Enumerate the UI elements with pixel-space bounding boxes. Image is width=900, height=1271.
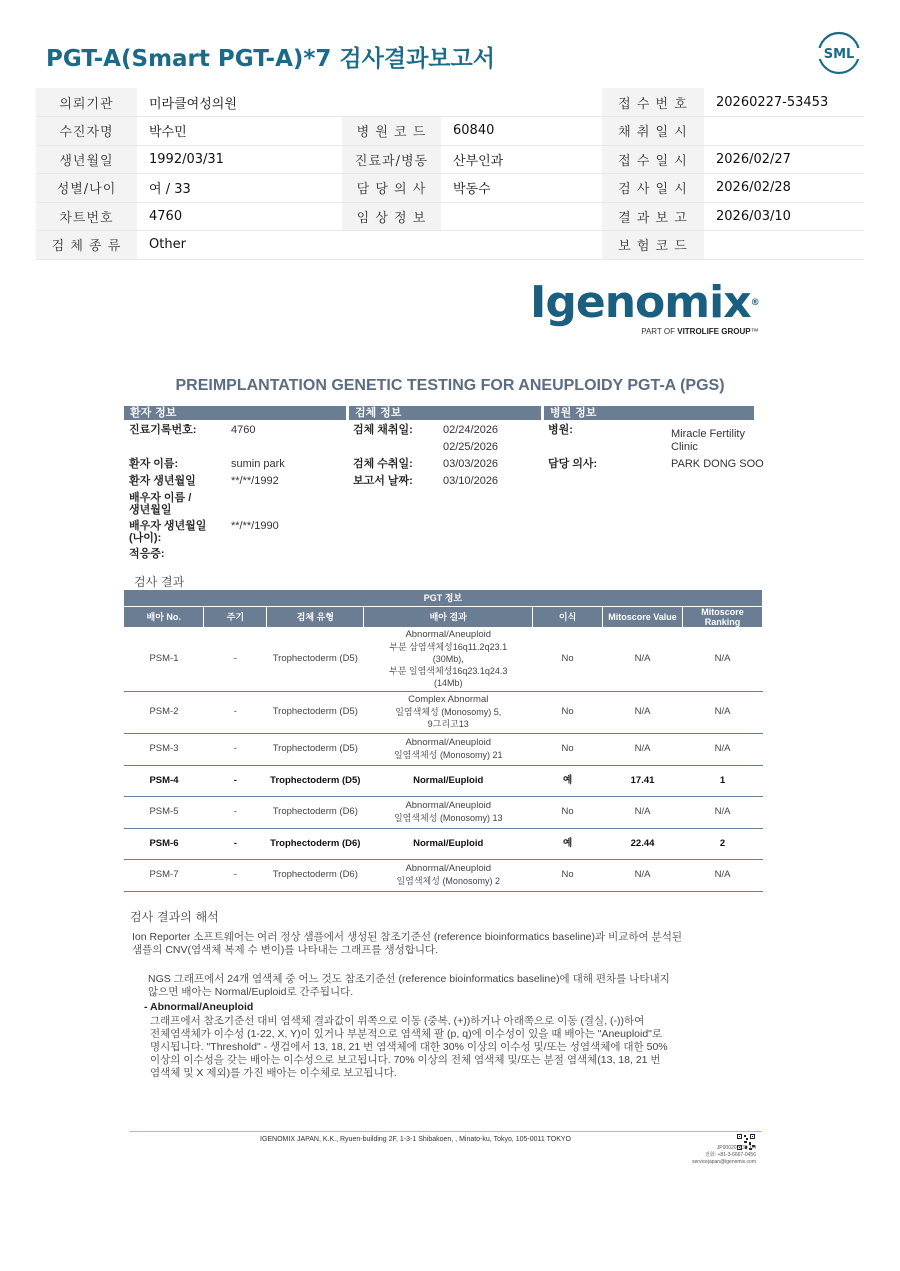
spouse-dob-label-2: (나이): (129, 532, 162, 544)
patient-dob-label: 환자 생년월일 (129, 475, 196, 487)
cell-value: N/A (603, 796, 683, 828)
column-header: 검체 유형 (267, 606, 364, 627)
interp-p2-line1: NGS 그래프에서 24개 염색체 중 어느 것도 참조기준선 (reference bioinformatics baseline)에 대해 편차를 나타내지 (148, 973, 670, 985)
column-header: 이식 (533, 606, 603, 627)
footer-phone: 전화: +81-3-6667-0456 (705, 1152, 756, 1158)
cell-cycle: - (204, 765, 267, 796)
footer-divider (130, 1131, 762, 1132)
igenomix-brand: Igenomix (530, 277, 751, 328)
footer-contact (668, 1145, 756, 1166)
cell-result (364, 796, 533, 828)
cell-ranking: N/A (683, 691, 763, 733)
result-detail: (14Mb) (433, 677, 463, 688)
pgt-group-header: PGT 정보 (124, 590, 763, 606)
info-value: 2026/02/27 (704, 145, 864, 174)
info-row (36, 174, 864, 203)
patient-name-label: 환자 이름: (129, 458, 179, 470)
patient-info-table (36, 88, 864, 260)
column-header: 배아 No. (124, 606, 204, 627)
cell-type: Trophectoderm (D5) (267, 765, 364, 796)
spouse-dob-value: **/**/1990 (231, 520, 279, 532)
record-value: 4760 (231, 424, 256, 436)
info-value: 20260227-53453 (704, 88, 864, 117)
receive-label: 검체 수취일: (353, 458, 413, 470)
info-label: 의뢰기관 (36, 88, 137, 117)
result-detail: 부분 일염색체성16q23.1q24.3 (389, 665, 508, 676)
info-value (441, 88, 602, 117)
cell-ranking: 2 (683, 828, 763, 859)
cell-cycle: - (204, 796, 267, 828)
spouse-label-2: 생년월일 (129, 504, 172, 516)
cell-value: 22.44 (603, 828, 683, 859)
cell-no: PSM-1 (124, 627, 204, 692)
info-value: 박수민 (137, 117, 342, 146)
interp-p3-line3: 명시됩니다. "Threshold" - 생검에서 13, 18, 21 번 염색체에 대한 30% 이상의 이수성 및/또는 성염색체에 대한 50% (150, 1041, 668, 1053)
cell-result (364, 733, 533, 765)
patient-info-bar: 환자 정보 (124, 406, 346, 420)
cell-value: N/A (603, 733, 683, 765)
info-label: 담 당 의 사 (342, 174, 441, 203)
igenomix-logo (530, 277, 759, 336)
interp-p3-line5: 염색체 및 X 제외)를 가진 배아는 이수체로 보고됩니다. (150, 1067, 397, 1079)
table-row (124, 828, 763, 859)
collect-value-1: 02/24/2026 (443, 424, 499, 436)
table-row (124, 627, 763, 692)
patient-name-value: sumin park (231, 458, 285, 470)
info-label: 차트번호 (36, 202, 137, 231)
interp-p1-line1: Ion Reporter 소프트웨어는 여러 정상 샘플에서 생성된 참조기준선 (reference bioinformatics baseline)과 비교하여 분석된 (132, 931, 682, 943)
cell-transfer: No (533, 796, 603, 828)
info-value (441, 202, 602, 231)
sample-info-bar: 검체 정보 (349, 406, 541, 420)
info-label: 진료과/병동 (342, 145, 441, 174)
spouse-dob-label: 배우자 생년월일 (129, 520, 207, 532)
report-date-label: 보고서 날짜: (353, 475, 413, 487)
result-status: Abnormal/Aneuploid (405, 628, 491, 640)
cell-type: Trophectoderm (D6) (267, 796, 364, 828)
patient-dob-value: **/**/1992 (231, 475, 279, 487)
info-row (36, 231, 864, 260)
cell-transfer: No (533, 733, 603, 765)
result-detail: 9그리고13 (427, 719, 469, 729)
cell-result (364, 828, 533, 859)
result-detail: 일염색체성 (Monosomy) 21 (393, 750, 503, 760)
cell-ranking: N/A (683, 796, 763, 828)
result-status: Abnormal/Aneuploid (405, 863, 491, 874)
interpretation-title: 검사 결과의 해석 (130, 910, 219, 924)
sml-logo (816, 30, 862, 76)
info-value: 여 / 33 (137, 174, 342, 203)
result-detail: (30Mb), (432, 653, 464, 664)
cell-value: 17.41 (603, 765, 683, 796)
report-date-value: 03/10/2026 (443, 475, 499, 487)
info-label: 채 취 일 시 (602, 117, 704, 146)
footer-address: IGENOMIX JAPAN, K.K., Ryuen-building 2F, 1-3-1 Shibakoen, , Minato-ku, Tokyo, 105-0011 TOKYO (260, 1136, 572, 1143)
info-label: 수진자명 (36, 117, 137, 146)
result-detail: 부분 삼염색체성16q11.2q23.1 (389, 641, 508, 652)
column-header: 배아 결과 (364, 606, 533, 627)
registered-mark: ® (750, 298, 759, 308)
column-header: 주기 (204, 606, 267, 627)
result-status: Normal/Euploid (413, 774, 484, 786)
cell-transfer: 예 (533, 765, 603, 796)
doctor-label: 담당 의사: (548, 458, 598, 470)
cell-value: N/A (603, 691, 683, 733)
interp-p3-line2: 전체염색체가 이수성 (1-22, X, Y)이 있거나 부분적으로 염색체 팔 (p, q)에 이수성이 있을 때 배아는 "Aneuploid"로 (150, 1028, 663, 1040)
info-value (441, 231, 602, 260)
cell-type: Trophectoderm (D5) (267, 627, 364, 692)
cell-ranking: N/A (683, 859, 763, 891)
cell-no: PSM-4 (124, 765, 204, 796)
cell-transfer: 예 (533, 828, 603, 859)
table-row (124, 691, 763, 733)
cell-result (364, 627, 533, 692)
table-row (124, 733, 763, 765)
cell-ranking: N/A (683, 733, 763, 765)
hospital-info-bar: 병원 정보 (544, 406, 754, 420)
info-row (36, 88, 864, 117)
results-title: 검사 결과 (134, 575, 185, 589)
cell-value: N/A (603, 627, 683, 692)
result-detail: 일염색체성 (Monosomy) 5, (395, 707, 502, 717)
cell-cycle: - (204, 691, 267, 733)
cell-transfer: No (533, 691, 603, 733)
doctor-value: PARK DONG SOO (671, 458, 764, 470)
report-title: PGT-A(Smart PGT-A)*7 검사결과보고서 (46, 46, 495, 72)
info-row (36, 117, 864, 146)
interp-p1-line2: 샘플의 CNV(염색체 복제 수 변이)를 나타내는 그래프를 생성합니다. (132, 944, 439, 956)
igenomix-sub-brand: VITROLIFE GROUP (677, 327, 751, 336)
cell-cycle: - (204, 627, 267, 692)
cell-transfer: No (533, 627, 603, 692)
cell-value: N/A (603, 859, 683, 891)
interp-p3-line4: 이상의 이수성을 갖는 배아는 이수성으로 보고됩니다. 70% 이상의 전체 염색체 및/또는 분절 염색체(13, 18, 21 번 (150, 1054, 661, 1066)
info-label: 검 체 종 류 (36, 231, 137, 260)
cell-ranking: 1 (683, 765, 763, 796)
abnormal-title: - Abnormal/Aneuploid (144, 1001, 254, 1013)
info-value: Other (137, 231, 342, 260)
result-status: Normal/Euploid (413, 837, 484, 849)
info-label: 성별/나이 (36, 174, 137, 203)
sml-logo-text: SML (823, 47, 855, 62)
info-value: 산부인과 (441, 145, 602, 174)
info-label: 접 수 번 호 (602, 88, 704, 117)
info-value (704, 117, 864, 146)
pgt-heading: PREIMPLANTATION GENETIC TESTING FOR ANEUPLOIDY PGT-A (PGS) (175, 377, 725, 394)
record-label: 진료기록번호: (129, 424, 197, 436)
table-row (124, 796, 763, 828)
spouse-label: 배우자 이름 / (129, 492, 192, 504)
info-label: 결 과 보 고 (602, 202, 704, 231)
result-detail: 일염색체성 (Monosomy) 13 (393, 813, 503, 823)
info-value: 4760 (137, 202, 342, 231)
hospital-label: 병원: (548, 424, 573, 436)
interp-p3-line1: 그래프에서 참조기준선 대비 염색체 결과값이 위쪽으로 이동 (중복, (+))하거나 아래쪽으로 이동 (결실, (-))하여 (150, 1015, 645, 1027)
cell-no: PSM-7 (124, 859, 204, 891)
info-row (36, 202, 864, 231)
results-table (124, 590, 763, 892)
cell-type: Trophectoderm (D6) (267, 859, 364, 891)
cell-cycle: - (204, 733, 267, 765)
info-value: 박동수 (441, 174, 602, 203)
info-label (342, 231, 441, 260)
info-value: 60840 (441, 117, 602, 146)
info-value: 미라클여성의원 (137, 88, 342, 117)
info-value (704, 231, 864, 260)
hospital-value-2: Clinic (671, 441, 698, 453)
info-value: 1992/03/31 (137, 145, 342, 174)
cell-cycle: - (204, 859, 267, 891)
info-label: 접 수 일 시 (602, 145, 704, 174)
table-row (124, 859, 763, 891)
cell-no: PSM-5 (124, 796, 204, 828)
collect-value-2: 02/25/2026 (443, 441, 499, 453)
cell-type: Trophectoderm (D5) (267, 733, 364, 765)
igenomix-sub-tm: ™ (750, 327, 759, 336)
cell-type: Trophectoderm (D6) (267, 828, 364, 859)
cell-no: PSM-3 (124, 733, 204, 765)
cell-type: Trophectoderm (D5) (267, 691, 364, 733)
info-label: 생년월일 (36, 145, 137, 174)
cell-cycle: - (204, 828, 267, 859)
collect-label: 검체 채취일: (353, 424, 413, 436)
footer-code: JP000207639 1/4 (716, 1145, 756, 1151)
info-label: 검 사 일 시 (602, 174, 704, 203)
cell-no: PSM-6 (124, 828, 204, 859)
receive-value: 03/03/2026 (443, 458, 499, 470)
hospital-value-1: Miracle Fertility (671, 428, 745, 440)
result-status: Abnormal/Aneuploid (405, 737, 491, 748)
igenomix-sub-prefix: PART OF (641, 327, 678, 336)
cell-no: PSM-2 (124, 691, 204, 733)
cell-transfer: No (533, 859, 603, 891)
footer-email: servicejapan@igenomix.com (692, 1159, 756, 1165)
info-value: 2026/03/10 (704, 202, 864, 231)
table-row (124, 765, 763, 796)
result-detail: 일염색체성 (Monosomy) 2 (396, 876, 500, 886)
info-value: 2026/02/28 (704, 174, 864, 203)
result-status: Complex Abnormal (408, 694, 489, 705)
column-header: Mitoscore Value (603, 606, 683, 627)
info-label: 보 험 코 드 (602, 231, 704, 260)
result-status: Abnormal/Aneuploid (405, 800, 491, 811)
interp-p2-line2: 않으면 배아는 Normal/Euploid로 간주됩니다. (148, 986, 354, 998)
info-row (36, 145, 864, 174)
cell-result (364, 859, 533, 891)
column-header: Mitoscore Ranking (683, 606, 763, 627)
info-label: 임 상 정 보 (342, 202, 441, 231)
info-label: 병 원 코 드 (342, 117, 441, 146)
results-table-wrap (124, 590, 763, 892)
cell-result (364, 765, 533, 796)
indication-label: 적응증: (129, 548, 165, 560)
cell-result (364, 691, 533, 733)
info-label (342, 88, 441, 117)
cell-ranking: N/A (683, 627, 763, 692)
